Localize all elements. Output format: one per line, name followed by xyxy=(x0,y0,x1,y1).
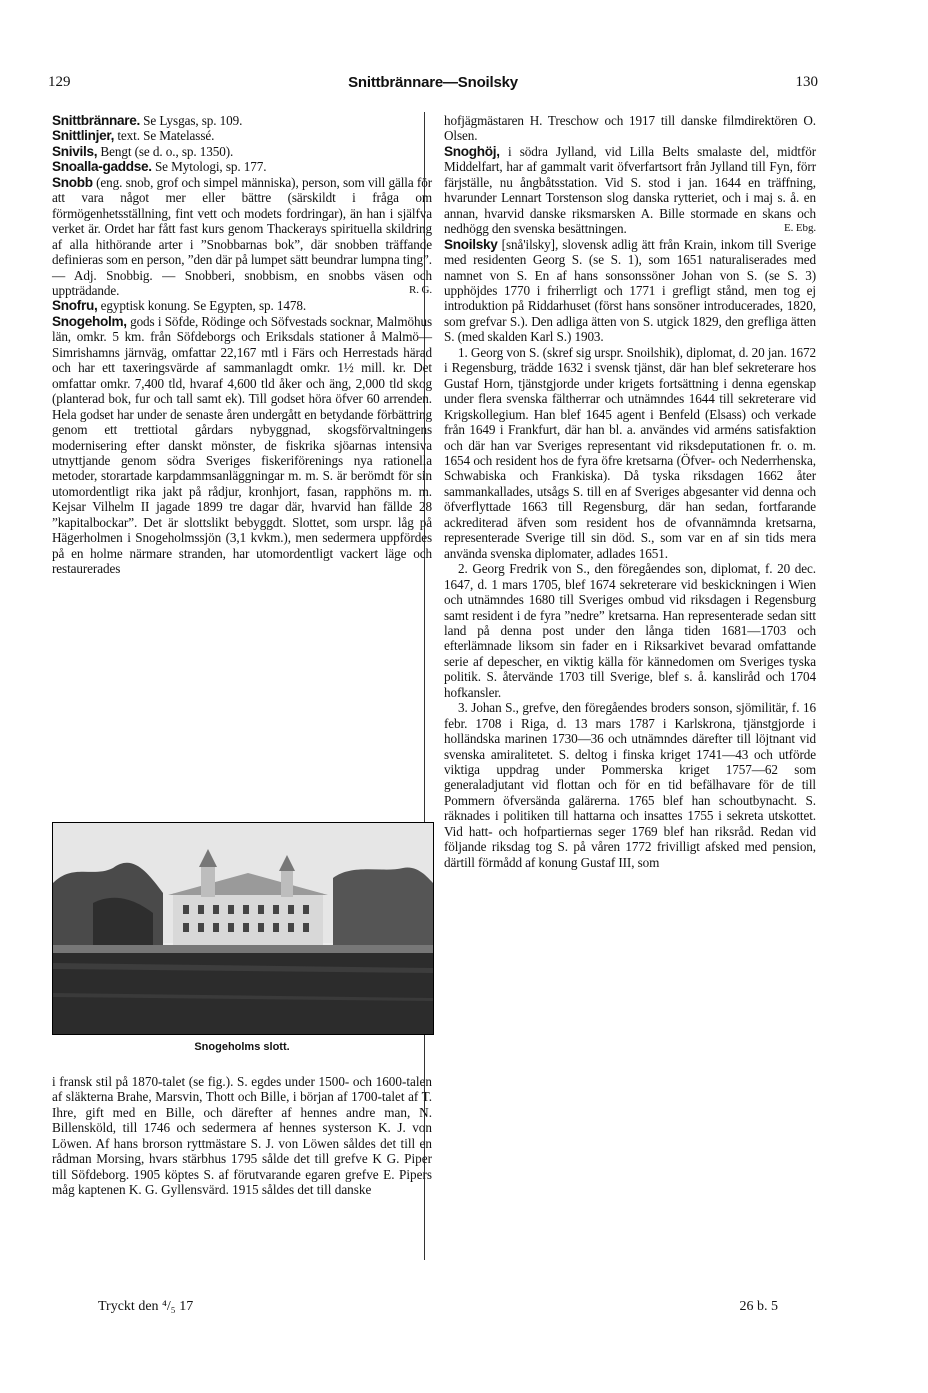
entry-text: [snå'ilsky], slovensk adlig ätt från Krain, inkom till Sverige med residenten Georg S. (se S. 1), som 1651 naturaliserades med namnet von S. En af hans sonsonssöner Johan von S. (se S. 3) upphöjdes 1770 i friherrligt och 1771 i grefligt stånd, men tog ej introduktion på Riddarhuset (först hans sonsöner introducerades, 1820, som grefvar S.). Den adliga ätten von S. utgick 1829, den grefliga ätten S. (med skalden Karl S.) 1903. xyxy=(444,236,816,345)
entry-text: (eng. snob, grof och simpel människa), person, som vill gälla för att vara något mer eller bättre (särskildt i fråga om förmögenhetsställning, fint vett och modets fordringar), än han i själfva verket är. Ordet har fått fast kurs genom Thackerays spirituella skildring af alla hithörande arter i ”Snobbarnas bok”, där snobben träffande definieras som en person, ”den där på lumpet sätt beundrar lumpna ting”. — Adj. Snobbig. — Snobberi, snobbism, en snobbs väsen och uppträdande. xyxy=(52,174,432,298)
page-footer xyxy=(98,1299,778,1315)
headword: Snittbrännare. xyxy=(52,113,140,128)
page-header xyxy=(48,74,818,96)
entry-text: gods i Söfde, Rödinge och Söfvestads socknar, Malmöhus län, omkr. 5 km. från Söfdeborgs och Eriksdals stationer å Malmö—Simrishamns järnväg, omfattar 22,167 mtl i Färs och Herrestads härad och har ett taxeringsvärde af sammanlagdt omkr. 1½ mill. kr. Det omfattar omkr. 7,400 tld, hvaraf 4,600 tld åker och äng, 2,000 tld skog (planterad bok, fur och tall samt ek). Till godset höra öfver 60 arrenden. Hela godset har under de senaste åren undergått en betydande förbättring genom ett trettiotal gårdars nybyggnad, skogsförvaltningens modernisering efter danskt mönster, de fiskrika sjöarnas intensiva utnyttjande genom södra Sveriges fiskeriförenings nya rationella metoder, storartade karpdammsanläggningar m. m. S. är berömdt för sin utomordentligt rika jakt på rådjur, kronhjort, fasan, rapphöns m. m. Kejsar Vilhelm II jagade 1899 tre dagar där, hvarvid han fällde 28 ”kapitalbockar”. Det är slottslikt bebyggdt. Slottet, som urspr. låg på Hägerholmen i Snogeholmssjön (3,1 kvkm.), men sedermera uppfördes på en holme närmare stranden, har utomordentligt vackert läge och restaurerades xyxy=(52,313,432,577)
entry xyxy=(52,128,432,143)
entry xyxy=(444,237,816,345)
author-signature: R. G. xyxy=(408,283,432,296)
entry-text: hofjägmästaren H. Treschow och 1917 till danske filmdirektören O. Olsen. xyxy=(444,113,816,144)
entry xyxy=(52,144,432,159)
author-signature: E. Ebg. xyxy=(784,222,816,235)
right-column xyxy=(444,113,816,870)
headword: Snoalla-gaddse. xyxy=(52,159,152,175)
entry-continuation: i fransk stil på 1870-talet (se fig.). S. egdes under 1500- och 1600-talen af släkterna Brahe, Marsvin, Thott och Bille, i början af 1700-talet af T. Ihre, gift med en Bille, och därefter af hennes andre man, N. Billensköld, till 1746 och sedermera af hennes systerson K. J. von Löwen. Af hans brorson ryttmästare S. J. von Löwen såldes det till en rådman Morsing, hvars stärbhus 1795 sålde det till grefve K G. Piper till Söfdeborg. 1905 köptes S. af förutvarande egaren grefve E. Pipers måg kaptenen K. G. Gyllensvärd. 1915 såldes det till danske xyxy=(52,1074,432,1198)
entry-text: 1. Georg von S. (skref sig urspr. Snoilshik), diplomat, d. 20 jan. 1672 i Regensburg, trädde 1632 i svensk tjänst, där han blef sekreterare hos Gustaf Horn, tjänstgjorde under krigets fortsättning i denna egenskap under flera svenska fältherrar och utnämndes 1644 till sekreterare vid Krigskollegium. Han blef 1645 agent i Benfeld (Elsass) och verkade från 1649 i Frankfurt, där han bl. a. användes vid arméns satisfaktion och där han var Sveriges representant vid riksdeputationen fr. o. m. 1654 och resident hos de fyra öfre kretsarna (Öfver- och Nederrhenska, Schwabiska och Frankiska). Då tyska riksdagen 1662 åter sammankallades, utsågs S. till en af Sveriges abgesanter vid denna och öfverflyttade 1663 till Regensburg, där han sedan, fortfarande ackrediterad äfven som resident hos de ofvannämnda kretsarna, representerade Sverige till sin död. S., som var en af sin tids mera använda svenska diplomater, adlades 1651. xyxy=(444,344,816,561)
headword: Snobb xyxy=(52,174,93,190)
entry xyxy=(52,159,432,174)
figure-caption: Snogeholms slott. xyxy=(194,1041,290,1053)
headword: Snogeholm, xyxy=(52,313,127,329)
left-column-continued xyxy=(52,1074,432,1198)
entry xyxy=(52,298,432,313)
headword: Snivils, xyxy=(52,143,98,159)
print-date: Tryckt den ⁴/₅ 17 xyxy=(98,1299,194,1314)
entry-text: i södra Jylland, vid Lilla Belts smalaste del, midtför Middelfart, har af gammalt varit öfverfartsort från Jylland till Fyn, förr färjställe, nu ångbåtsstation. Vid S. stod i jan. 1644 en träffning, hvarunder Lennart Torstenson slog danska rytteriet, och i maj s. å. en annan, hvarvid danske riksmarsken A. Bille stormade en skans och nedhögg den svenska besättningen. xyxy=(444,143,816,237)
headword: Snoilsky xyxy=(444,236,498,252)
entry-text: Se Lysgas, sp. 109. xyxy=(139,113,243,128)
entry xyxy=(444,144,816,237)
subentry xyxy=(444,345,816,561)
page-number-left: 129 xyxy=(48,74,71,90)
entry-text: 3. Johan S., grefve, den föregåendes broders sonson, sjömilitär, f. 16 febr. 1708 i Riga, d. 13 mars 1787 i Karlskrona, tjänstgjorde i holländska marinen 1730—36 och utnämndes därefter till löjtnant vid svenska amiralitetet. S. deltog i finska kriget 1741—43 och utförde viktiga uppdrag under Pommerska kriget 1757—62 som generaladjutant vid flottan och för en tid befälhavare för de till Pommern öfversända galärerna. 1765 blef han schoutbynacht. S. räknades i politiken till hattarna och insattes 1755 i sekreta utskottet. Vid hatt- och hofpartiernas seger 1769 blef han riksråd. Redan vid följande riksdag tog S. på våren 1772 frivilligt afsked med pension, därtill förmådd af konung Gustaf III, som xyxy=(444,700,816,870)
entry-text: text. Se Matelassé. xyxy=(114,128,215,144)
headword: Snofru, xyxy=(52,298,98,314)
entry-text: egyptisk konung. Se Egypten, sp. 1478. xyxy=(97,298,307,314)
entry xyxy=(444,113,816,144)
entry xyxy=(52,314,432,577)
signature-mark: 26 b. 5 xyxy=(739,1299,778,1314)
entry xyxy=(52,113,432,128)
headword: Snoghöj, xyxy=(444,143,500,159)
entry-text: Se Mytologi, sp. 177. xyxy=(151,159,267,175)
castle-photograph xyxy=(52,822,434,1035)
headword: Snittlinjer, xyxy=(52,128,115,144)
page-number-right: 130 xyxy=(795,74,818,90)
entry-text: Bengt (se d. o., sp. 1350). xyxy=(97,143,234,159)
running-title: Snittbrännare—Snoilsky xyxy=(348,74,518,91)
entry-text: 2. Georg Fredrik von S., den föregåendes son, diplomat, f. 20 dec. 1647, d. 1 mars 1705, blef 1674 sekreterare vid beskickningen i Wien och utnämndes 1680 till Sveriges ombud vid riksdagen i Regensburg samt resident i de fyra ”nedre” kretsarna. Han representerade sedan sitt land på denna post under den långa tiden 1681—1703 och efterlämnade liksom sin fader en i Riksarkivet bevarad omfattande serie af depescher, en viktig källa för kännedomen om Sveriges tyska politik. S. återvände 1703 till Sverige, blef s. å. kansliråd och 1704 hofkansler. xyxy=(444,561,816,700)
left-column xyxy=(52,113,432,577)
subentry xyxy=(444,561,816,700)
entry xyxy=(52,175,432,299)
subentry xyxy=(444,700,816,870)
castle-illustration xyxy=(53,823,433,1034)
